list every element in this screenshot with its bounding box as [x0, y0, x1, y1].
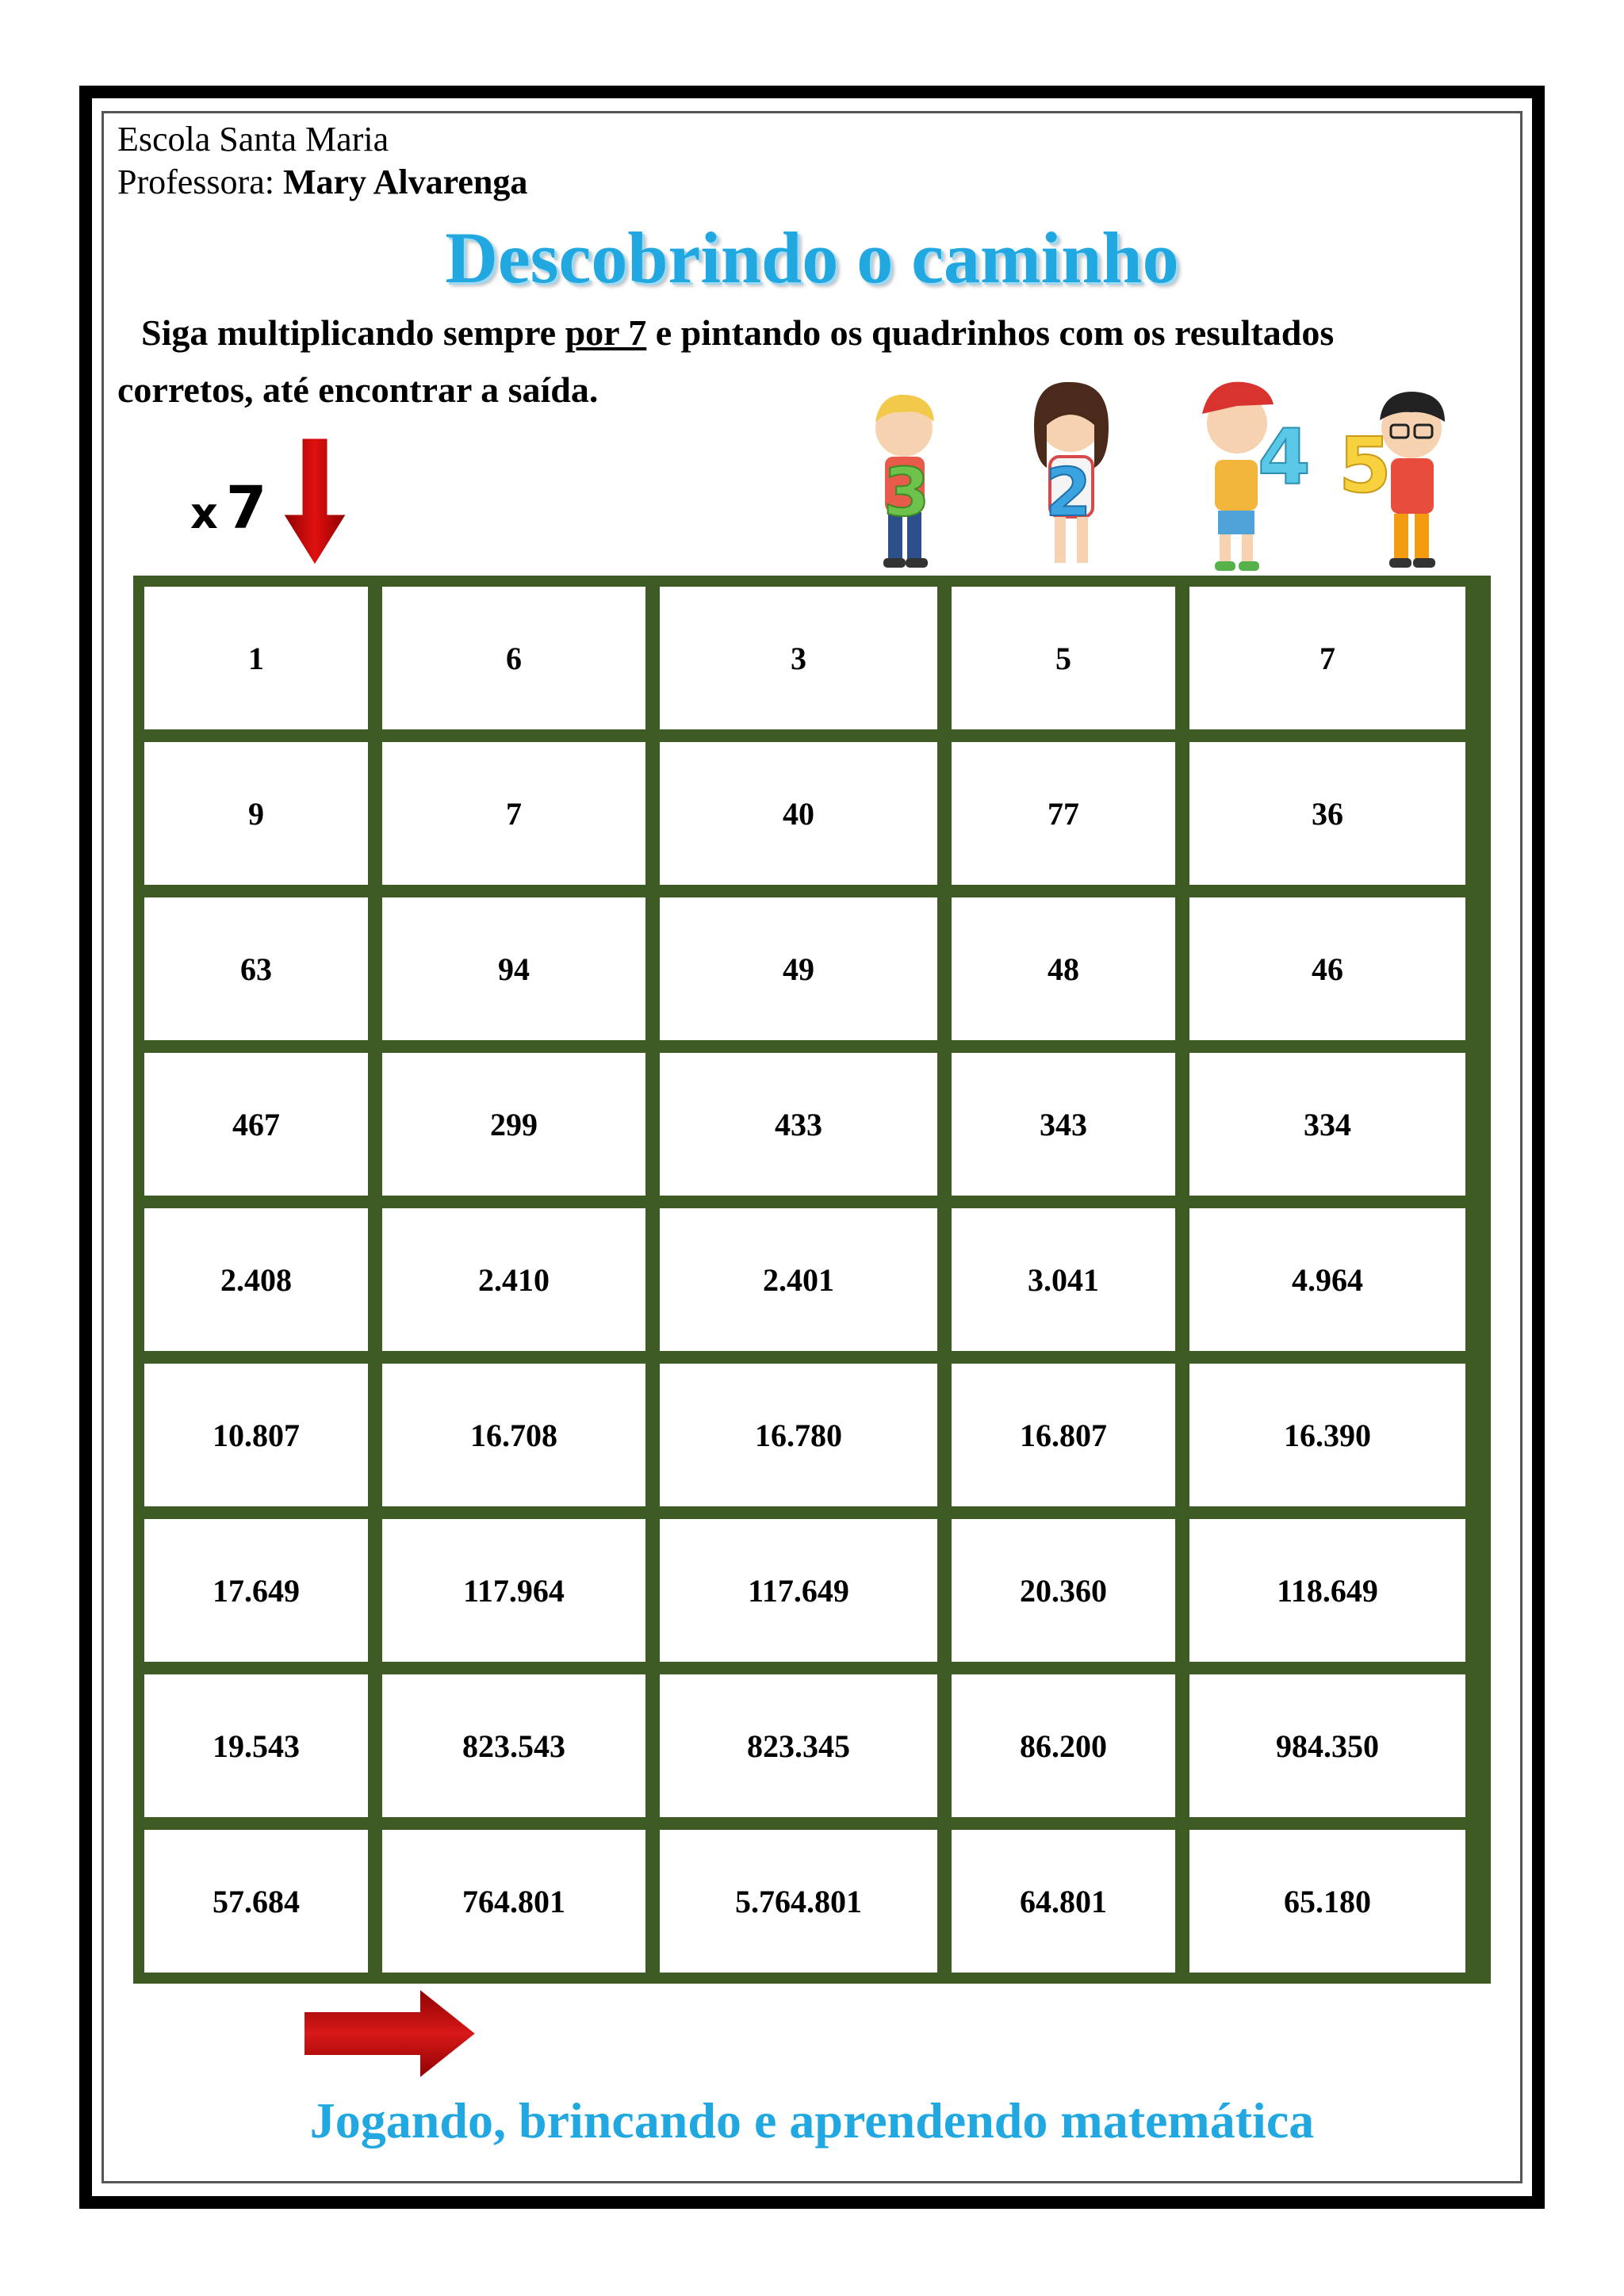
grid-cell[interactable]: 5.764.801 — [660, 1830, 937, 1973]
grid-cell[interactable]: 17.649 — [144, 1519, 368, 1662]
grid-cell[interactable]: 20.360 — [952, 1519, 1175, 1662]
exit-right-arrow-icon — [300, 1982, 482, 2085]
grid-cell[interactable]: 3.041 — [952, 1208, 1175, 1351]
grid-cell[interactable]: 4.964 — [1189, 1208, 1465, 1351]
start-label — [190, 474, 266, 542]
grid-cell[interactable]: 5 — [952, 587, 1175, 729]
grid-cell[interactable]: 3 — [660, 587, 937, 729]
grid-cell[interactable]: 7 — [1189, 587, 1465, 729]
grid-cell[interactable]: 764.801 — [382, 1830, 645, 1973]
kid-3-figure — [1202, 382, 1311, 571]
instructions-underlined: por 7 — [565, 312, 647, 353]
grid-cell[interactable]: 2.410 — [382, 1208, 645, 1351]
grid-cell[interactable]: 65.180 — [1189, 1830, 1465, 1973]
footer-slogan: Jogando, brincando e aprendendo matemática — [309, 2092, 1315, 2149]
grid-cell[interactable]: 823.345 — [660, 1674, 937, 1817]
svg-text:3: 3 — [883, 453, 930, 531]
grid-cell[interactable]: 63 — [144, 897, 368, 1040]
grid-cell[interactable]: 117.649 — [660, 1519, 937, 1662]
grid-cell[interactable]: 49 — [660, 897, 937, 1040]
grid-cell[interactable]: 19.543 — [144, 1674, 368, 1817]
grid-cell[interactable]: 7 — [382, 742, 645, 885]
grid-cell[interactable]: 36 — [1189, 742, 1465, 885]
path-grid — [133, 576, 1491, 1984]
grid-cell[interactable]: 64.801 — [952, 1830, 1175, 1973]
grid-cell[interactable]: 48 — [952, 897, 1175, 1040]
grid-cell[interactable]: 57.684 — [144, 1830, 368, 1973]
grid-cell[interactable]: 433 — [660, 1053, 937, 1196]
grid-cell[interactable]: 117.964 — [382, 1519, 645, 1662]
start-down-arrow-icon — [279, 434, 350, 569]
svg-text:5: 5 — [1339, 421, 1392, 510]
grid-cell[interactable]: 299 — [382, 1053, 645, 1196]
kid-2-figure — [1034, 382, 1109, 563]
grid-cell[interactable]: 118.649 — [1189, 1519, 1465, 1662]
grid-cell[interactable]: 16.807 — [952, 1364, 1175, 1506]
teacher-name: Mary Alvarenga — [282, 163, 528, 201]
instructions-part1: Siga multiplicando sempre — [141, 312, 565, 353]
teacher-line — [117, 160, 527, 205]
grid-cell[interactable]: 10.807 — [144, 1364, 368, 1506]
grid-cell[interactable]: 6 — [382, 587, 645, 729]
grid-cell[interactable]: 2.408 — [144, 1208, 368, 1351]
grid-cell[interactable]: 334 — [1189, 1053, 1465, 1196]
teacher-label: Professora: — [117, 163, 274, 201]
instructions-part2: e pintando os quadrinhos com os resultados corretos, até encontrar a saída. — [117, 312, 1335, 410]
grid-cell[interactable]: 46 — [1189, 897, 1465, 1040]
grid-cell[interactable]: 40 — [660, 742, 937, 885]
kid-4-figure — [1339, 392, 1445, 568]
start-label-x: x — [190, 488, 218, 538]
svg-text:2: 2 — [1045, 453, 1092, 531]
grid-cell[interactable]: 77 — [952, 742, 1175, 885]
grid-cell[interactable]: 16.780 — [660, 1364, 937, 1506]
grid-cell[interactable]: 467 — [144, 1053, 368, 1196]
grid-cell[interactable]: 984.350 — [1189, 1674, 1465, 1817]
kid-1-figure — [875, 395, 934, 568]
grid-cell[interactable]: 9 — [144, 742, 368, 885]
school-name: Escola Santa Maria — [117, 120, 389, 159]
grid-cell[interactable]: 1 — [144, 587, 368, 729]
svg-text:4: 4 — [1258, 413, 1311, 502]
grid-cell[interactable]: 16.390 — [1189, 1364, 1465, 1506]
kids-with-numbers-illustration — [856, 365, 1483, 579]
grid-cell[interactable]: 94 — [382, 897, 645, 1040]
grid-cell[interactable]: 343 — [952, 1053, 1175, 1196]
grid-cell[interactable]: 86.200 — [952, 1674, 1175, 1817]
grid-cell[interactable]: 823.543 — [382, 1674, 645, 1817]
page-title: Descobrindo o caminho — [445, 217, 1179, 298]
grid-cell[interactable]: 2.401 — [660, 1208, 937, 1351]
start-label-seven: 7 — [225, 474, 267, 542]
grid-cell[interactable]: 16.708 — [382, 1364, 645, 1506]
